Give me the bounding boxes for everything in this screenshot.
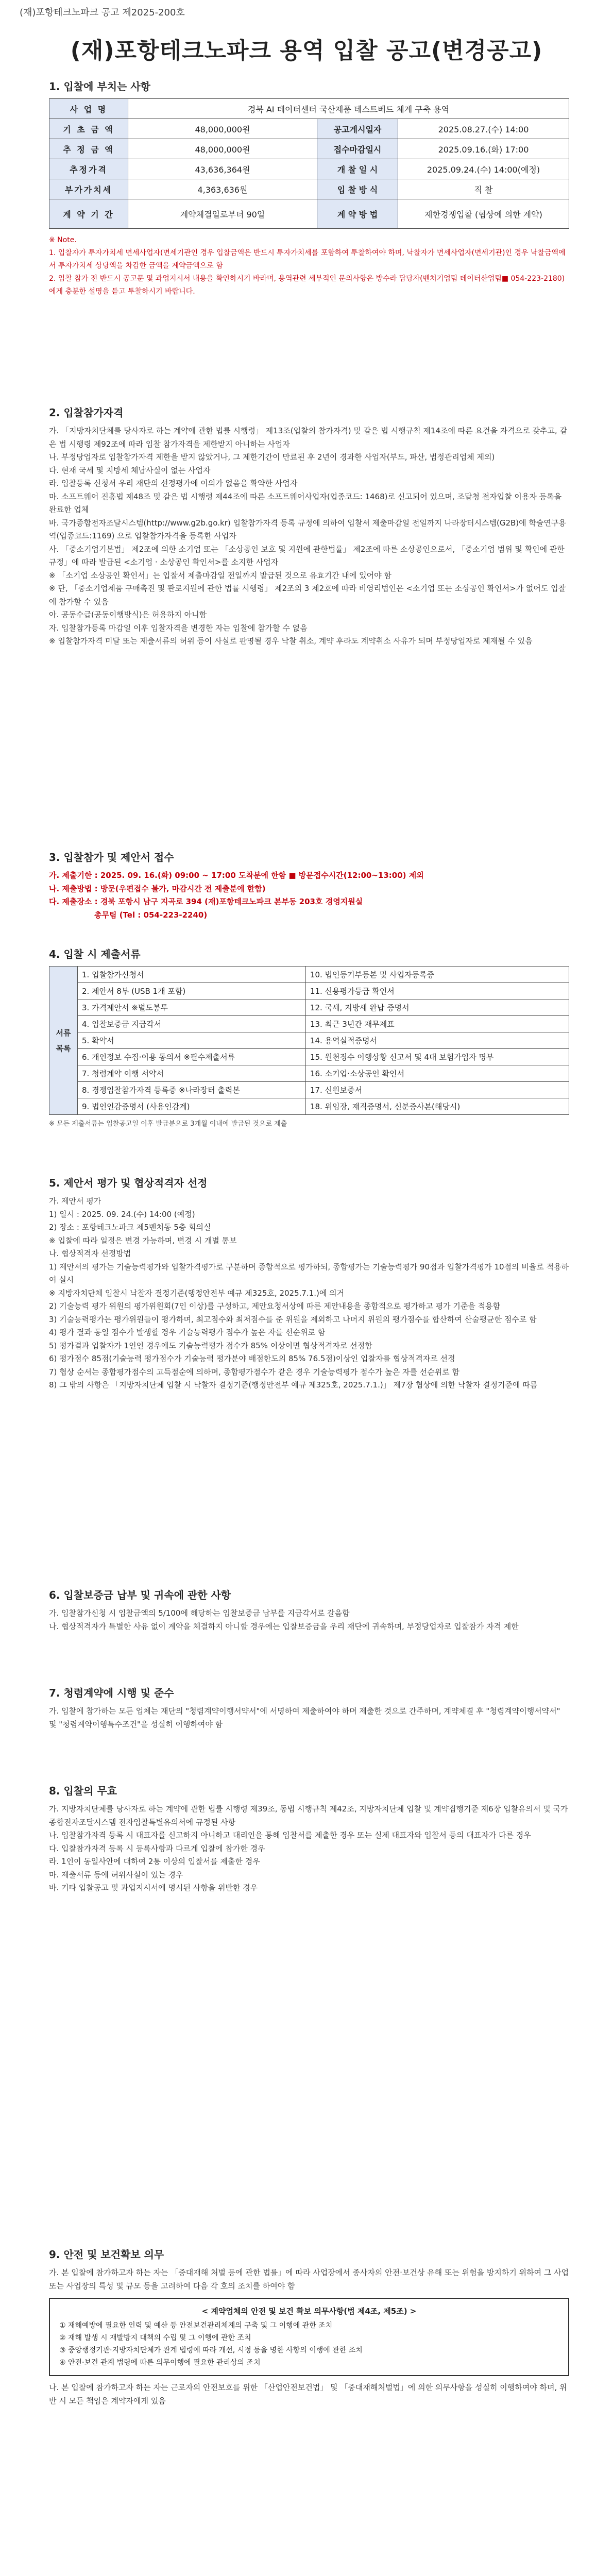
table-label: 추정가격	[49, 159, 128, 179]
document-item: 9. 법인인감증명서 (사용인감계)	[78, 1098, 306, 1115]
document-item: 10. 법인등기부등본 및 사업자등록증	[305, 967, 569, 983]
table-value: 48,000,000원	[128, 139, 317, 159]
table-value: 2025.08.27.(수) 14:00	[398, 119, 569, 139]
submission-place: 다. 제출장소 : 경북 포항시 남구 지곡로 394 (재)포항테크노파크 본부동 203호 경영지원실	[49, 897, 363, 906]
section-invalid-bids	[49, 1783, 569, 1895]
section-body: 가. 입찰참가신청 시 입찰금액의 5/100에 해당하는 입찰보증금 납부를 지급각서로 갈음함 나. 협상적격자가 특별한 사유 없이 계약을 체결하지 아니할 경우에는 입찰보증금을 우리 재단에 귀속하며, 부정당업자로 입찰참가 자격 제한	[49, 1608, 519, 1631]
table-label: 개 찰 일 시	[317, 159, 398, 179]
notice-number: (재)포항테크노파크 공고 제2025-200호	[20, 7, 185, 18]
table-row	[49, 199, 569, 229]
document-item: 14. 용역실적증명서	[305, 1032, 569, 1049]
table-label: 입 찰 방 식	[317, 179, 398, 199]
note-item: 2. 입찰 참가 전 반드시 공고문 및 과업지시서 내용을 확인하시기 바라며, 용역관련 세부적인 문의사항은 방수라 담당자(벤처기업팀 데이터산업팀■ 054-223-2180)에게 충분한 설명을 듣고 투찰하시기 바랍니다.	[49, 275, 565, 296]
box-item: ③ 중앙행정기관·지방자치단체가 관계 법령에 따라 개선, 시정 등을 명한 사항의 이행에 관한 조치	[59, 2346, 363, 2354]
submission-contact: 총무팀 (Tel : 054-223-2240)	[94, 910, 208, 920]
table-row	[49, 159, 569, 179]
document-item: 13. 최근 3년간 재무제표	[305, 1016, 569, 1032]
documents-side-label: 서류목록	[49, 967, 78, 1115]
section-bid-items	[49, 78, 569, 298]
table-label: 부가가치세	[49, 179, 128, 199]
section-eligibility	[49, 404, 569, 648]
table-row	[49, 1016, 569, 1032]
table-row	[49, 1032, 569, 1049]
section-body: 가. 지방자치단체를 당사자로 하는 계약에 관한 법률 시행령 제39조, 동법 시행규칙 제42조, 지방자치단체 입찰 및 계약집행기준 제6장 입찰유의서 및 국가종합전자조달시스템 전자입찰특별유의서에 규정된 사항 나. 입찰참가자격 등록 시 대표자를 신고하지 아니하고 대리인을 통해 입찰서를 제출한 경우 또는 실제 대표자와 입찰서 등의 대표자가 다른 경우 다. 입찰참가자격 등록 시 등록사항과 다르게 입찰에 참가한 경우 라. 1인이 동일사안에 대하여 2통 이상의 입찰서를 제출한 경우 마. 제출서류 등에 허위사실이 있는 경우 바. 기타 입찰공고 및 과업지시서에 명시된 사항을 위반한 경우	[49, 1804, 568, 1892]
document-item: 1. 입찰참가신청서	[78, 967, 306, 983]
submission-deadline: 가. 제출기한 : 2025. 09. 16.(화) 09:00 ~ 17:00 도착분에 한함 ■ 방문접수시간(12:00~13:00) 제외	[49, 871, 424, 880]
document-item: 15. 원천징수 이행상황 신고서 및 4대 보험가입자 명부	[305, 1049, 569, 1065]
section-integrity	[49, 1685, 569, 1731]
table-row	[49, 99, 569, 119]
section-title: 4. 입찰 시 제출서류	[49, 948, 141, 960]
document-item: 7. 청렴계약 이행 서약서	[78, 1065, 306, 1082]
table-label: 접수마감일시	[317, 139, 398, 159]
table-value: 계약체결일로부터 90일	[128, 199, 317, 229]
table-row	[49, 1065, 569, 1082]
overview-table	[49, 98, 569, 229]
submission-method: 나. 제출방법 : 방문(우편접수 불가, 마감시간 전 제출분에 한함)	[49, 884, 266, 893]
table-row	[49, 119, 569, 139]
notes-block	[49, 234, 569, 298]
table-value: 2025.09.16.(화) 17:00	[398, 139, 569, 159]
table-row	[49, 1082, 569, 1098]
document-item: 4. 입찰보증금 지급각서	[78, 1016, 306, 1032]
table-row	[49, 999, 569, 1016]
section-title: 8. 입찰의 무효	[49, 1785, 117, 1797]
table-label: 추 정 금 액	[49, 139, 128, 159]
section-safety	[49, 2246, 569, 2408]
note-item: 1. 입찰자가 투자가치세 면세사업자(면세기관인 경우 입찰금액은 반드시 투자가치세를 포함하여 투찰하여야 하며, 낙찰자가 면세사업자(면세기관)인 경우 낙찰금액에서 투자가치세 상당액을 차감한 금액을 계약금액으로 함	[49, 249, 566, 270]
box-item: ④ 안전·보건 관계 법령에 따른 의무이행에 필요한 관리상의 조치	[59, 2359, 261, 2367]
document-item: 16. 소기업·소상공인 확인서	[305, 1065, 569, 1082]
section-body: 가. 제안서 평가 1) 일시 : 2025. 09. 24.(수) 14:00 (예정) 2) 장소 : 포항테크노파크 제5벤처동 5층 회의실 ※ 입찰에 따라 일정은 변경 가능하며, 변경 시 개별 통보 나. 협상적격자 선정방법 1) 제안서의 평가는 기술능력평가와 입찰가격평가로 구분하며 종합적으로 평가하되, 종합평가는 기술능력평가 90점과 입찰가격평가 10점의 비율로 적용하여 실시 ※ 지방자치단체 입찰시 낙찰자 결정기준(행정안전부 예규 제325호, 2025.7.1.)에 의거 2) 기술능력 평가 위원의 평가위원회(7인 이상)를 구성하고, 제안요청서상에 따른 제안내용을 종합적으로 평가하고 평가 기준을 적용함 3) 기술능력평가는 평가위원들이 평가하며, 최고점수와 최저점수를 준 위원을 제외하고 나머지 위원의 평가점수를 합산하여 산술평균한 점수로 함 4) 평가 결과 동일 점수가 발생할 경우 기술능력평가 점수가 높은 자를 선순위로 함 5) 평가결과 입찰자가 1인인 경우에도 기술능력평가 점수가 85% 이상이면 협상적격자로 선정함 6) 평가점수 85점(기술능력 평가점수가 기술능력 평가분야 배점한도의 85% 76.5점)이상인 입찰자를 협상적격자로 선정 7) 협상 순서는 종합평가점수의 고득점순에 의하며, 종합평가점수가 같은 경우 기술능력평가 점수가 높은 자를 선순위로 함 8) 그 밖의 사항은 「지방자치단체 입찰 시 낙찰자 결정기준(행정안전부 예규 제325호, 2025.7.1.)」 제7장 협상에 의한 낙찰자 결정기준에 따름	[49, 1196, 569, 1389]
section-title: 9. 안전 및 보건확보 의무	[49, 2248, 164, 2261]
table-label: 계 약 기 간	[49, 199, 128, 229]
box-title: < 계약업체의 안전 및 보건 확보 의무사항(법 제4조, 제5조) >	[201, 2307, 417, 2316]
section-title: 6. 입찰보증금 납부 및 귀속에 관한 사항	[49, 1589, 231, 1601]
documents-table	[49, 966, 569, 1115]
section-submission	[49, 849, 569, 922]
safety-duties-box	[49, 2298, 569, 2376]
section-body-2: 나. 본 입찰에 참가하고자 하는 자는 근로자의 안전보호를 위한 「산업안전보건법」 및 「중대재해처벌법」에 의한 의무사항을 성실히 이행하여야 하며, 위반 시 모든 책임은 계약자에게 있음	[49, 2383, 567, 2405]
section-body: 가. 본 입찰에 참가하고자 하는 자는 「중대재해 처벌 등에 관한 법률」에 따라 사업장에서 종사자의 안전·보건상 유해 또는 위험을 방지하기 위하여 그 사업 또는 사업장의 특성 및 규모 등을 고려하여 다음 각 호의 조치를 하여야 함	[49, 2268, 569, 2291]
table-row	[49, 1049, 569, 1065]
section-title: 5. 제안서 평가 및 협상적격자 선정	[49, 1177, 208, 1189]
table-label: 공고게시일자	[317, 119, 398, 139]
document-item: 2. 제안서 8부 (USB 1개 포함)	[78, 983, 306, 999]
table-value: 직 찰	[398, 179, 569, 199]
page-title: (재)포항테크노파크 용역 입찰 공고(변경공고)	[70, 38, 543, 64]
table-value: 경북 AI 데이터센터 국산제품 테스트베드 체계 구축 용역	[128, 99, 569, 119]
table-label: 계 약 방 법	[317, 199, 398, 229]
document-item: 12. 국세, 지방세 완납 증명서	[305, 999, 569, 1016]
document-item: 11. 신용평가등급 확인서	[305, 983, 569, 999]
section-title: 2. 입찰참가자격	[49, 406, 124, 419]
document-item: 8. 경쟁입찰참가자격 등록증 ※나라장터 출력본	[78, 1082, 306, 1098]
notes-heading: ※ Note.	[49, 236, 77, 244]
table-row	[49, 179, 569, 199]
section-title: 3. 입찰참가 및 제안서 접수	[49, 851, 174, 863]
box-item: ① 재해예방에 필요한 인력 및 예산 등 안전보건관리체계의 구축 및 그 이행에 관한 조치	[59, 2321, 333, 2330]
document-item: 3. 가격제안서 ※별도봉투	[78, 999, 306, 1016]
section-title: 1. 입찰에 부치는 사항	[49, 80, 150, 93]
section-evaluation	[49, 1175, 569, 1392]
table-value: 48,000,000원	[128, 119, 317, 139]
table-value: 4,363,636원	[128, 179, 317, 199]
section-deposit	[49, 1587, 569, 1633]
box-item: ② 재해 발생 시 재발방지 대책의 수립 및 그 이행에 관한 조치	[59, 2334, 251, 2342]
documents-note: ※ 모든 제출서류는 입찰공고일 이후 발급분으로 3개월 이내에 발급된 것으로 제출	[49, 1120, 287, 1128]
table-row	[49, 967, 569, 983]
table-value: 43,636,364원	[128, 159, 317, 179]
section-body: 가. 「지방자치단체를 당사자로 하는 계약에 관한 법률 시행령」 제13조(입찰의 참가자격) 및 같은 법 시행규칙 제14조에 따른 요건을 자격으로 갖추고, 같은 법 시행령 제92조에 따라 입찰 참가자격을 제한받지 아니하는 사업자 나. 부정당업자로 입찰참가자격 제한을 받지 않았거나, 그 제한기간이 만료된 후 2년이 경과한 사업자(부도, 파산, 법정관리업체 제외) 다. 현재 국세 및 지방세 체납사실이 없는 사업자 라. 입찰등록 신청서 우리 재단의 선정평가에 이의가 없음을 확약한 사업자 마. 소프트웨어 진흥법 제48조 및 같은 법 시행령 제44조에 따른 소프트웨어사업자(업종코드: 1468)로 신고되어 있으며, 조달청 전자입찰 이용자 등록을 완료한 업체 바. 국가종합전자조달시스템(http://www.g2b.go.kr) 입찰참가자격 등록 규정에 의하여 입찰서 제출마감일 전일까지 나라장터시스템(G2B)에 학술연구용역(업종코드:1169) 으로 입찰참가자격을 등록한 사업자 사. 「중소기업기본법」 제2조에 의한 소기업 또는 「소상공인 보호 및 지원에 관한법률」 제2조에 따른 소상공인으로서, 「중소기업 범위 및 확인에 관한 규정」에 따라 발급된 <소기업 · 소상공인 확인서>를 소지한 사업자 ※ 「소기업 소상공인 확인서」는 입찰서 제출마감일 전일까지 발급된 것으로 유효기간 내에 있어야 함 ※ 단, 「중소기업제품 구매촉진 및 판로지원에 관한 법률 시행령」 제2조의 3 제2호에 따라 비영리법인은 <소기업 또는 소상공인 확인서>가 없어도 입찰에 참가할 수 있음 아. 공동수급(공동이행방식)은 허용하지 아니함 자. 입찰참가등록 마감일 이후 입찰자격을 변경한 자는 입찰에 참가할 수 없음 ※ 입찰참가자격 미달 또는 제출서류의 허위 등이 사실로 판명될 경우 낙찰 취소, 계약 후라도 계약취소 사유가 되며 부정당업자로 제재될 수 있음	[49, 426, 567, 646]
table-label: 사 업 명	[49, 99, 128, 119]
table-row	[49, 983, 569, 999]
table-row	[49, 139, 569, 159]
document-item: 17. 신원보증서	[305, 1082, 569, 1098]
document-item: 5. 확약서	[78, 1032, 306, 1049]
table-row	[49, 1098, 569, 1115]
table-value: 제한경쟁입찰 (협상에 의한 계약)	[398, 199, 569, 229]
section-title: 7. 청렴계약에 시행 및 준수	[49, 1687, 174, 1699]
table-value: 2025.09.24.(수) 14:00(예정)	[398, 159, 569, 179]
document-item: 6. 개인정보 수집·이용 동의서 ※필수제출서류	[78, 1049, 306, 1065]
section-documents	[49, 946, 569, 1128]
section-body: 가. 입찰에 참가하는 모든 업체는 재단의 "청렴계약이행서약서"에 서명하여 제출하여야 하며 제출한 것으로 간주하며, 계약체결 후 "청렴계약이행서약서" 및 "청렴계약이행특수조건"을 성실히 이행하여야 함	[49, 1706, 560, 1729]
table-label: 기 초 금 액	[49, 119, 128, 139]
document-item: 18. 위임장, 재직증명서, 신분증사본(해당시)	[305, 1098, 569, 1115]
